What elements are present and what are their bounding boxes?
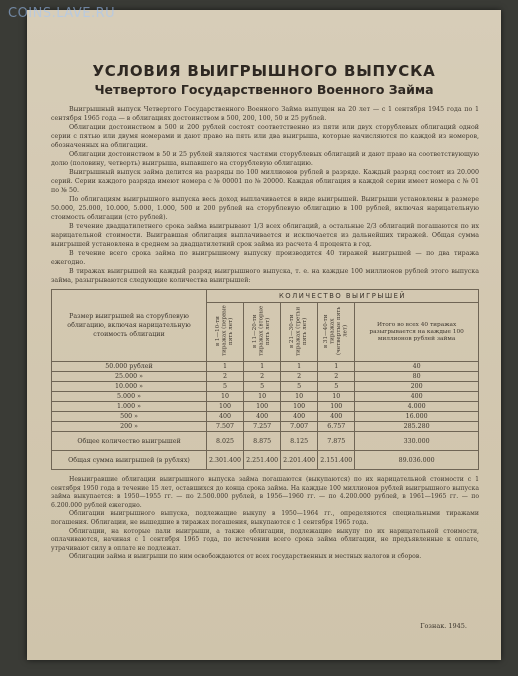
table-cell: 1 [244, 362, 281, 372]
table-cell: 100 [318, 402, 355, 412]
table-cell: 2.251.400 [244, 451, 281, 470]
total-count-label: Общее количество выигрышей [52, 432, 207, 451]
paragraph: В тиражах выигрышей на каждый разряд выигрышного выпуска, т. е. на каждые 100 миллионов рублей этого выпуска займа, разыгрываются следующие количества выигрышей: [51, 268, 479, 284]
paragraph: Выигрышный выпуск Четвертого Государственного Военного Займа выпущен на 20 лет — с 1 сентября 1945 года по 1 сентября 1965 года — в облигациях достоинством в 500, 200, 100, 50 и 25 рублей. [51, 106, 479, 122]
table-cell: 8.025 [207, 432, 244, 451]
table-cell: 285.280 [355, 422, 479, 432]
table-cell: 5 [207, 382, 244, 392]
prize-size: 50.000 рублей [52, 362, 207, 372]
table-cell: 10 [244, 392, 281, 402]
table-cell: 400 [281, 412, 318, 422]
prize-size: 25.000 » [52, 372, 207, 382]
total-sum-label: Общая сумма выигрышей (в рублях) [52, 451, 207, 470]
table-cell: 5 [244, 382, 281, 392]
table-cell: 16.000 [355, 412, 479, 422]
table-cell: 2.201.400 [281, 451, 318, 470]
paragraph: Облигации достоинством в 50 и 25 рублей являются частями сторублевых облигаций и дают право на соответствующую долю (половину, четверть) выигрыша, выпавшего на сторублевую облигацию. [51, 151, 479, 167]
table-row [52, 382, 479, 392]
table-cell: 1 [281, 362, 318, 372]
table-cell: 400 [318, 412, 355, 422]
table-cell: 10 [281, 392, 318, 402]
prize-size: 200 » [52, 422, 207, 432]
table-cell: 6.757 [318, 422, 355, 432]
table-cell: 7.257 [244, 422, 281, 432]
table-row [52, 412, 479, 422]
table-cell: 10 [207, 392, 244, 402]
table-cell: 2.151.400 [318, 451, 355, 470]
table-cell: 2 [244, 372, 281, 382]
paragraph: Облигации, на которые пали выигрыши, а также облигации, подлежащие выкупу по их нарицательной стоимости, оплачиваются, начиная с 1 сентября 1965 года, по истечении всего срока займа облигации, не предъявленные к оплате, утрачивают силу в оплате не подлежат. [51, 527, 479, 552]
paragraph: Облигации займа и выигрыши по ним освобождаются от всех государственных и местных налогов и сборов. [69, 553, 422, 561]
paragraph: В течение двадцатилетнего срока займа выигрывают 1/3 всех облигаций, а остальные 2/3 облигаций погашаются по их нарицательной стоимости. Выигравшая облигация выплачивается и исключается из дальнейших тиражей. Общая сумма выигрышей установлена в среднем за двадцатилетний срок займа из расчета 4 процента в год. [51, 223, 479, 248]
paragraph: Выигрышный выпуск займа делится на разряды по 100 миллионов рублей в разряде. Каждый разряд состоит из 20.000 серий. Серии каждого разряда имеют номера с № 00001 по № 20000. Каждая облигация в каждой серии имеет номера с № 01 по № 50. [51, 169, 479, 194]
table-cell: 10 [318, 392, 355, 402]
paragraph: Невыигравшие облигации выигрышного выпуска займа погашаются (выкупаются) по их нарицательной стоимости с 1 сентября 1950 года в течение 15 лет, оставшихся до конца срока займа. На каждые 100 миллионов рублей выигрышного выпуска займа выкупается: в 1950—1955 гг. — по 2.500.000 рублей, в 1956—1960 гг. — по 4.200.000 рублей, в 1961—1965 гг. — по 6.200.000 рублей ежегодно. [51, 476, 479, 509]
table-cell: 400 [207, 412, 244, 422]
paragraph: Облигации выигрышного выпуска, подлежащие выкупу в 1950—1964 гг., определяются специальными тиражами погашения. Облигации, не вышедшие в тиражах погашения, выкупаются с 1 сентября 1965 года. [51, 510, 479, 526]
watermark-text: COINS.LAVE.RU [8, 6, 116, 21]
conditions-text [51, 105, 479, 285]
table-cell: 5 [318, 382, 355, 392]
table-cell: 2 [207, 372, 244, 382]
total-count-row [52, 432, 479, 451]
table-cell: 200 [355, 382, 479, 392]
count-header: КОЛИЧЕСТВО ВЫИГРЫШЕЙ [207, 290, 479, 303]
table-cell: 40 [355, 362, 479, 372]
table-cell: 2.301.400 [207, 451, 244, 470]
paragraph: Облигации достоинством в 500 и 200 рублей состоят соответственно из пяти или двух сторублевых облигаций одной серии с пятью или двумя номерами и дают право на пять или два выигрыша, которые начисляются по каждой из номеров, обозначенных на облигации. [51, 124, 479, 149]
table-cell: 7.875 [318, 432, 355, 451]
table-cell: 2 [281, 372, 318, 382]
table-row [52, 372, 479, 382]
table-cell: 89.036.000 [355, 451, 479, 470]
table-cell: 1 [318, 362, 355, 372]
table-cell: 100 [281, 402, 318, 412]
period-header: в 31—40-ти тиражах (четвертые пять лет) [318, 303, 355, 362]
table-cell: 80 [355, 372, 479, 382]
page-title: УСЛОВИЯ ВЫИГРЫШНОГО ВЫПУСКА [92, 62, 436, 80]
table-cell: 8.875 [244, 432, 281, 451]
table-cell: 100 [207, 402, 244, 412]
table-cell: 7.007 [281, 422, 318, 432]
bond-conditions-sheet [27, 10, 501, 660]
period-header: в 11—20-ти тиражах (вторые пять лет) [244, 303, 281, 362]
table-row [52, 362, 479, 372]
prize-size: 5.000 » [52, 392, 207, 402]
table-cell: 7.507 [207, 422, 244, 432]
table-row [52, 402, 479, 412]
table-cell: 330.000 [355, 432, 479, 451]
table-cell: 4.000 [355, 402, 479, 412]
period-header: в 1—10-ти тиражах (первые пять лет) [207, 303, 244, 362]
prize-size: 1.000 » [52, 402, 207, 412]
size-header: Размер выигрышей на сторублевую облигацию, включая нарицательную стоимость облигации [52, 290, 207, 362]
page-subtitle: Четвертого Государственного Военного Займа [94, 82, 434, 97]
paragraph: По облигациям выигрышного выпуска весь доход выплачивается в виде выигрышей. Выигрыши установлены в размере 50.000, 25.000, 10.000, 5.000, 1.000, 500 и 200 рублей на сторублевую облигацию в 100 рублей, включая нарицательную стоимость облигации (сто рублей). [51, 196, 479, 221]
table-cell: 2 [318, 372, 355, 382]
table-cell: 400 [355, 392, 479, 402]
prize-size: 500 » [52, 412, 207, 422]
redemption-text [51, 476, 479, 562]
table-row [52, 422, 479, 432]
prize-size: 10.000 » [52, 382, 207, 392]
table-cell: 400 [244, 412, 281, 422]
winnings-table [51, 289, 479, 470]
table-row [52, 392, 479, 402]
table-cell: 1 [207, 362, 244, 372]
table-cell: 5 [281, 382, 318, 392]
paragraph: В течение всего срока займа по выигрышному выпуску производится 40 тиражей выигрышей — по два тиража ежегодно. [51, 250, 479, 266]
table-cell: 100 [244, 402, 281, 412]
printer-imprint: Гознак. 1945. [420, 622, 467, 630]
table-cell: 8.125 [281, 432, 318, 451]
period-header: в 21—30-ти тиражах (третьи пять лет) [281, 303, 318, 362]
total-header: Итого во всех 40 тиражах разыгрывается на каждые 100 миллионов рублей займа [355, 303, 479, 362]
total-sum-row [52, 451, 479, 470]
